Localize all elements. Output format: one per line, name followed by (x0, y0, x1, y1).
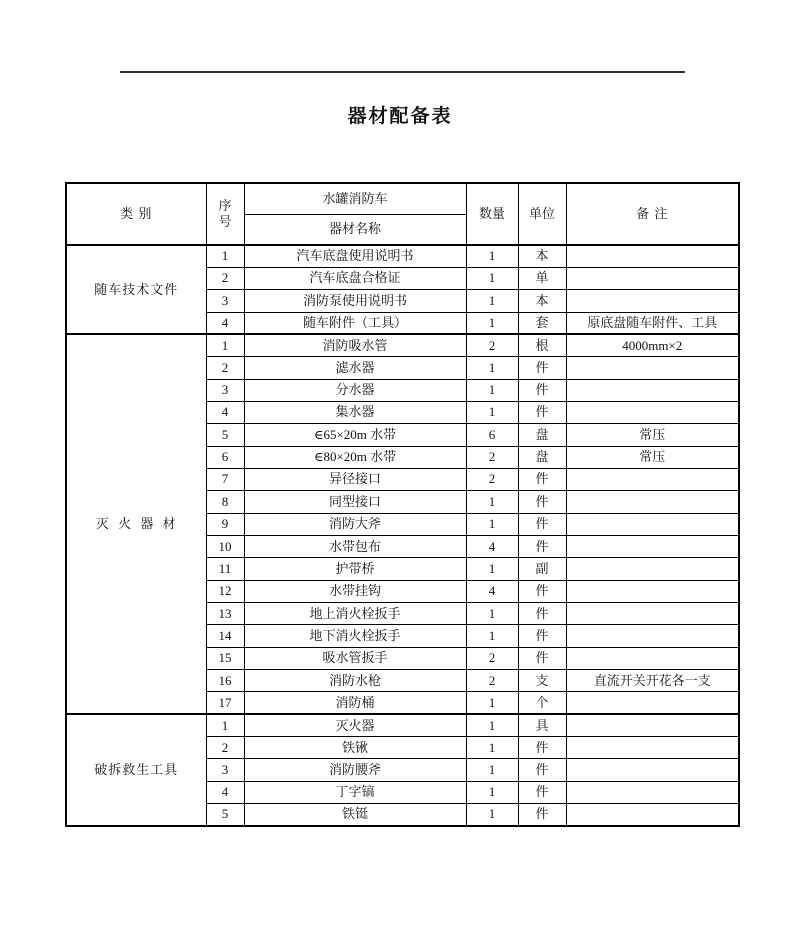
quantity-cell: 1 (466, 513, 518, 535)
remark-cell (566, 290, 739, 312)
quantity-cell: 1 (466, 781, 518, 803)
quantity-cell: 1 (466, 245, 518, 267)
quantity-cell: 1 (466, 692, 518, 714)
unit-cell: 本 (518, 290, 566, 312)
table-row (66, 714, 739, 736)
equipment-name-cell: 消防大斧 (244, 513, 466, 535)
serial-cell: 17 (206, 692, 244, 714)
serial-cell: 16 (206, 670, 244, 692)
unit-cell: 具 (518, 714, 566, 736)
remark-cell: 直流开关开花各一支 (566, 670, 739, 692)
remark-cell (566, 535, 739, 557)
quantity-cell: 1 (466, 558, 518, 580)
equipment-name-cell: 水带包布 (244, 535, 466, 557)
quantity-cell: 6 (466, 424, 518, 446)
category-cell: 破拆救生工具 (66, 714, 206, 826)
equipment-name-cell: 消防腰斧 (244, 759, 466, 781)
remark-cell (566, 759, 739, 781)
remark-cell: 原底盘随车附件、工具 (566, 312, 739, 334)
equipment-name-cell: 消防桶 (244, 692, 466, 714)
unit-cell: 件 (518, 804, 566, 826)
quantity-cell: 1 (466, 267, 518, 289)
unit-cell: 件 (518, 737, 566, 759)
serial-cell: 13 (206, 603, 244, 625)
table-row (66, 245, 739, 267)
equipment-name-cell: 同型接口 (244, 491, 466, 513)
remark-cell: 常压 (566, 446, 739, 468)
remark-cell (566, 625, 739, 647)
unit-cell: 件 (518, 468, 566, 490)
equipment-name-cell: 异径接口 (244, 468, 466, 490)
unit-cell: 单 (518, 267, 566, 289)
equipment-name-cell: 分水器 (244, 379, 466, 401)
remark-cell (566, 379, 739, 401)
equipment-name-cell: ∈65×20m 水带 (244, 424, 466, 446)
serial-cell: 14 (206, 625, 244, 647)
unit-cell: 套 (518, 312, 566, 334)
equipment-name-cell: 地下消火栓扳手 (244, 625, 466, 647)
quantity-cell: 1 (466, 603, 518, 625)
unit-cell: 盘 (518, 424, 566, 446)
serial-cell: 2 (206, 267, 244, 289)
remark-cell (566, 603, 739, 625)
quantity-cell: 2 (466, 670, 518, 692)
equipment-name-cell: 消防吸水管 (244, 334, 466, 356)
serial-cell: 2 (206, 357, 244, 379)
col-header-category: 类 别 (66, 183, 206, 245)
remark-cell (566, 245, 739, 267)
serial-cell: 3 (206, 759, 244, 781)
serial-cell: 11 (206, 558, 244, 580)
col-header-remarks: 备 注 (566, 183, 739, 245)
category-cell: 随车技术文件 (66, 245, 206, 334)
equipment-name-cell: ∈80×20m 水带 (244, 446, 466, 468)
equipment-table (65, 182, 740, 827)
quantity-cell: 1 (466, 491, 518, 513)
serial-cell: 1 (206, 334, 244, 356)
col-header-unit: 单位 (518, 183, 566, 245)
remark-cell (566, 781, 739, 803)
unit-cell: 本 (518, 245, 566, 267)
unit-cell: 根 (518, 334, 566, 356)
quantity-cell: 1 (466, 714, 518, 736)
serial-cell: 4 (206, 312, 244, 334)
remark-cell (566, 468, 739, 490)
remark-cell (566, 401, 739, 423)
unit-cell: 件 (518, 401, 566, 423)
equipment-name-cell: 铁铤 (244, 804, 466, 826)
equipment-name-cell: 护带桥 (244, 558, 466, 580)
page-title: 器材配备表 (347, 106, 453, 127)
quantity-cell: 2 (466, 446, 518, 468)
col-header-equipment-name: 器材名称 (244, 214, 466, 245)
equipment-name-cell: 丁字镐 (244, 781, 466, 803)
equipment-name-cell: 滤水器 (244, 357, 466, 379)
remark-cell (566, 267, 739, 289)
remark-cell (566, 357, 739, 379)
serial-cell: 3 (206, 290, 244, 312)
serial-header-top: 序 (218, 197, 232, 213)
unit-cell: 件 (518, 625, 566, 647)
quantity-cell: 2 (466, 647, 518, 669)
unit-cell: 件 (518, 535, 566, 557)
remark-cell (566, 714, 739, 736)
equipment-name-cell: 汽车底盘合格证 (244, 267, 466, 289)
serial-cell: 2 (206, 737, 244, 759)
quantity-cell: 1 (466, 737, 518, 759)
quantity-cell: 2 (466, 468, 518, 490)
serial-cell: 9 (206, 513, 244, 535)
quantity-cell: 4 (466, 535, 518, 557)
quantity-cell: 1 (466, 357, 518, 379)
quantity-cell: 2 (466, 334, 518, 356)
col-header-vehicle: 水罐消防车 (244, 183, 466, 214)
serial-cell: 7 (206, 468, 244, 490)
quantity-cell: 1 (466, 759, 518, 781)
equipment-name-cell: 集水器 (244, 401, 466, 423)
equipment-name-cell: 汽车底盘使用说明书 (244, 245, 466, 267)
serial-cell: 3 (206, 379, 244, 401)
table-row (66, 334, 739, 356)
table-body (66, 245, 739, 826)
serial-header-bottom: 号 (218, 214, 232, 229)
unit-cell: 件 (518, 580, 566, 602)
unit-cell: 件 (518, 513, 566, 535)
quantity-cell: 1 (466, 804, 518, 826)
serial-cell: 15 (206, 647, 244, 669)
equipment-name-cell: 消防泵使用说明书 (244, 290, 466, 312)
header-rule-line (120, 71, 685, 73)
category-cell: 灭 火 器 材 (66, 334, 206, 714)
unit-cell: 件 (518, 647, 566, 669)
col-header-quantity: 数量 (466, 183, 518, 245)
remark-cell (566, 491, 739, 513)
remark-cell (566, 580, 739, 602)
equipment-name-cell: 吸水管扳手 (244, 647, 466, 669)
table-header (66, 183, 739, 245)
serial-cell: 12 (206, 580, 244, 602)
unit-cell: 副 (518, 558, 566, 580)
unit-cell: 件 (518, 781, 566, 803)
quantity-cell: 1 (466, 625, 518, 647)
serial-cell: 5 (206, 804, 244, 826)
unit-cell: 件 (518, 603, 566, 625)
remark-cell: 常压 (566, 424, 739, 446)
remark-cell (566, 692, 739, 714)
equipment-name-cell: 地上消火栓扳手 (244, 603, 466, 625)
remark-cell (566, 558, 739, 580)
serial-cell: 1 (206, 245, 244, 267)
unit-cell: 件 (518, 379, 566, 401)
unit-cell: 件 (518, 357, 566, 379)
remark-cell (566, 647, 739, 669)
unit-cell: 件 (518, 759, 566, 781)
unit-cell: 个 (518, 692, 566, 714)
col-header-serial (206, 183, 244, 245)
remark-cell (566, 804, 739, 826)
quantity-cell: 1 (466, 379, 518, 401)
equipment-name-cell: 随车附件（工具） (244, 312, 466, 334)
serial-cell: 4 (206, 781, 244, 803)
equipment-name-cell: 灭火器 (244, 714, 466, 736)
equipment-name-cell: 铁锹 (244, 737, 466, 759)
serial-cell: 10 (206, 535, 244, 557)
unit-cell: 盘 (518, 446, 566, 468)
serial-cell: 4 (206, 401, 244, 423)
remark-cell: 4000mm×2 (566, 334, 739, 356)
equipment-name-cell: 消防水枪 (244, 670, 466, 692)
quantity-cell: 4 (466, 580, 518, 602)
serial-cell: 5 (206, 424, 244, 446)
quantity-cell: 1 (466, 401, 518, 423)
equipment-name-cell: 水带挂钩 (244, 580, 466, 602)
serial-cell: 1 (206, 714, 244, 736)
remark-cell (566, 737, 739, 759)
unit-cell: 件 (518, 491, 566, 513)
unit-cell: 支 (518, 670, 566, 692)
serial-cell: 6 (206, 446, 244, 468)
serial-cell: 8 (206, 491, 244, 513)
remark-cell (566, 513, 739, 535)
quantity-cell: 1 (466, 312, 518, 334)
quantity-cell: 1 (466, 290, 518, 312)
